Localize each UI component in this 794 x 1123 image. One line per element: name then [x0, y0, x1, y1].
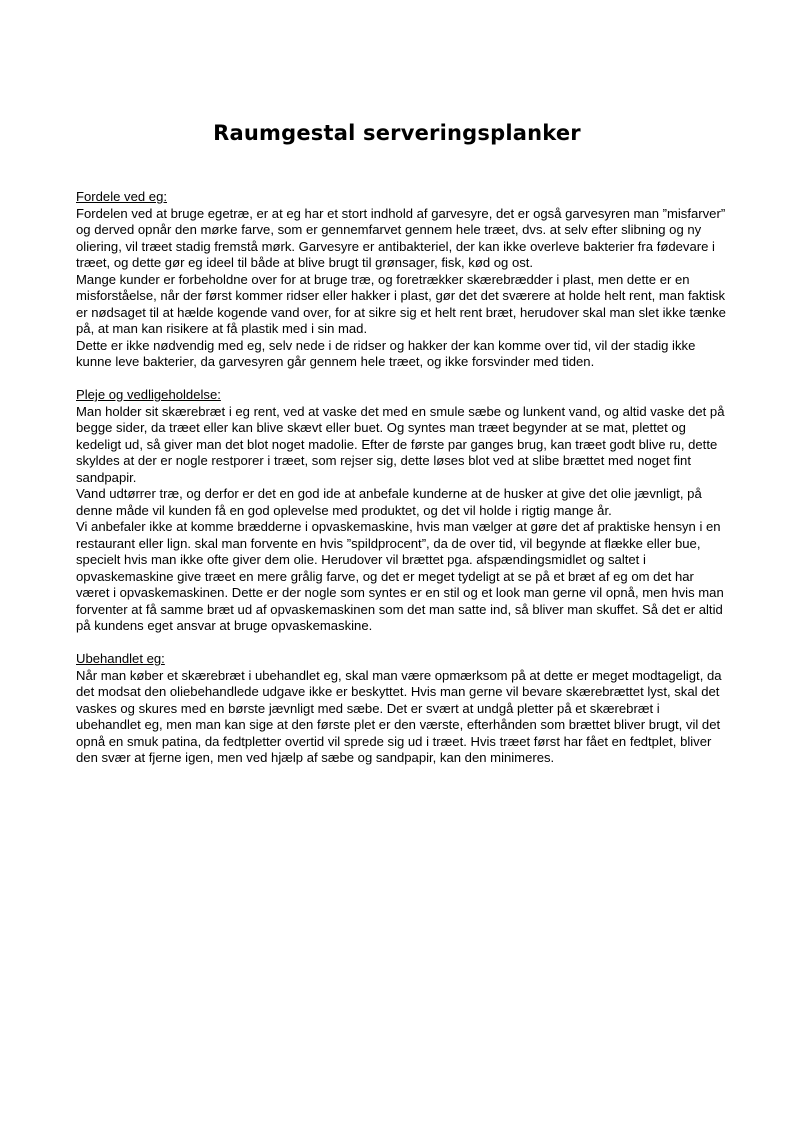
paragraph: Vi anbefaler ikke at komme brædderne i opvaskemaskine, hvis man vælger at gøre det af praktiske hensyn i en restaurant eller lign. skal man forvente en hvis ”spildprocent”, da de over tid, vil begynde at flække eller bue, specielt hvis man ikke ofte giver dem olie. Herudover vil brættet pga. afspændingsmidlet og saltet i opvaskemaskine give træet en mere grålig farve, og det er meget tydeligt at se på et bræt af eg om det har været i opvaskemaskinen. Dette er der nogle som syntes er en stil og et look man gerne vil opnå, men hvis man forventer at få samme bræt ud af opvaskemaskinen som det man satte ind, så bliver man skuffet. Så det er altid på kundens eget ansvar at bruge opvaskemaskine. [76, 519, 724, 633]
section-pleje [76, 387, 726, 635]
paragraph: Fordelen ved at bruge egetræ, er at eg har et stort indhold af garvesyre, det er også garvesyren man ”misfarver” og derved opnår den mørke farve, som er gennemfarvet gennem hele træet, dvs. at selv efter slibning og ny oliering, vil træet stadig fremstå mørk. Garvesyre er antibakteriel, der kan ikke overleve bakterier fra fødevare i træet, og dette gør eg ideel til både at blive brugt til grønsager, fisk, kød og ost. [76, 205, 726, 270]
section-heading: Pleje og vedligeholdelse: [76, 387, 221, 402]
section-ubehandlet [76, 651, 726, 767]
section-fordele [76, 189, 726, 371]
paragraph: Vand udtørrer træ, og derfor er det en god ide at anbefale kunderne at de husker at give det olie jævnligt, på denne måde vil kunden få en god oplevelse med produktet, og det vil holde i rigtig mange år. [76, 486, 702, 518]
section-heading: Ubehandlet eg: [76, 651, 165, 666]
document-body [76, 189, 726, 783]
paragraph: Mange kunder er forbeholdne over for at bruge træ, og foretrækker skærebrædder i plast, men dette er en misforståelse, når der først kommer ridser eller hakker i plast, gør det det sværere at holde helt rent, man faktisk er nødsaget til at hælde kogende vand over, for at sikre sig et helt rent bræt, herudover skal man slet ikke tænke på, at man kan risikere at få plastik med i sin mad. [76, 271, 726, 336]
paragraph: Dette er ikke nødvendig med eg, selv nede i de ridser og hakker der kan komme over tid, vil der stadig ikke kunne leve bakterier, da garvesyren går gennem hele træet, og ikke forsvinder med tiden. [76, 337, 696, 369]
document-title: Raumgestal serveringsplanker [213, 121, 581, 145]
paragraph: Når man køber et skærebræt i ubehandlet eg, skal man være opmærksom på at dette er meget modtageligt, da det modsat den oliebehandlede udgave ikke er beskyttet. Hvis man gerne vil bevare skærebrættet lyst, skal det vaskes og skures med en børste jævnligt med sæbe. Det er svært at undgå pletter på et skærebræt i ubehandlet eg, men man kan sige at den første plet er den værste, efterhånden som brættet bliver brugt, vil det opnå en smuk patina, da fedtpletter overtid vil sprede sig ud i træet. Hvis træet først har fået en fedtplet, bliver den svær at fjerne igen, men ved hjælp af sæbe og sandpapir, kan den minimeres. [76, 667, 722, 765]
section-heading: Fordele ved eg: [76, 189, 167, 204]
paragraph: Man holder sit skærebræt i eg rent, ved at vaske det med en smule sæbe og lunkent vand, og altid vaske det på begge sider, da træet eller kan blive skævt eller buet. Og syntes man træet begynder at se mat, plettet og kedeligt ud, så giver man det blot noget madolie. Efter de første par ganges brug, kan træet godt blive ru, dette skyldes at der er nogle restporer i træet, som rejser sig, dette løses blot ved at slibe brættet med noget fint sandpapir. [76, 403, 725, 485]
